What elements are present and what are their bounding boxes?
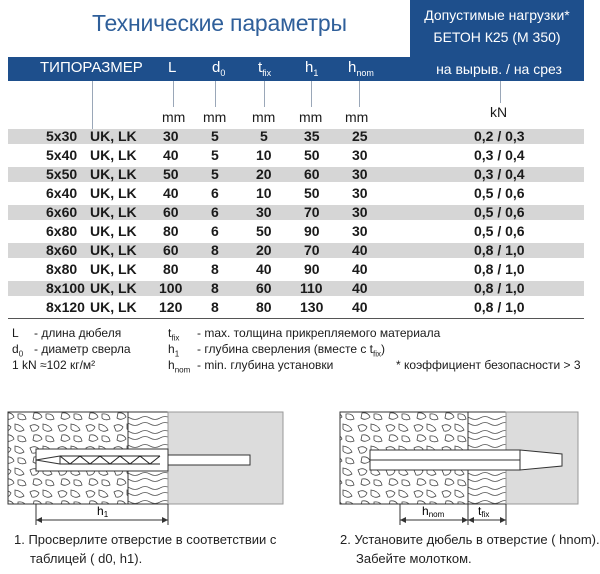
cell-size: 6x80: [46, 223, 78, 239]
cell-type: UK, LK: [90, 128, 137, 144]
cell-tfix: 5: [260, 128, 268, 144]
legend-conversion: 1 kN ≈102 кг/м²: [12, 358, 96, 372]
header-hnom: $h_{nom}$: [348, 59, 374, 78]
cell-type: UK, LK: [90, 147, 137, 163]
cell-load: 0,8 / 1,0: [474, 299, 525, 315]
cell-L: 40: [163, 185, 179, 201]
cell-d0: 5: [211, 166, 219, 182]
cell-load: 0,5 / 0,6: [474, 223, 525, 239]
table-row: [8, 186, 584, 201]
unit-tfix: mm: [252, 109, 276, 125]
header-tfix: $t_{fix}$: [258, 59, 272, 78]
cell-hnom: 40: [352, 280, 368, 296]
cell-d0: 6: [211, 204, 219, 220]
cell-type: UK, LK: [90, 280, 137, 296]
cell-load: 0,8 / 1,0: [474, 280, 525, 296]
cell-h1: 90: [304, 261, 320, 277]
table-row: [8, 205, 584, 220]
guide-line: [311, 81, 312, 107]
cell-h1: 50: [304, 185, 320, 201]
cell-size: 5x30: [46, 128, 78, 144]
table-row: [8, 243, 584, 258]
table-row: [8, 129, 584, 144]
cell-h1: 35: [304, 128, 320, 144]
guide-line: [264, 81, 265, 107]
cell-d0: 5: [211, 147, 219, 163]
cell-hnom: 30: [352, 147, 368, 163]
legend-L-symbol: L: [12, 326, 19, 340]
cell-d0: 8: [211, 299, 219, 315]
legend-d0-symbol: $d_0$: [12, 342, 24, 359]
legend-h1-symbol: $h_1$: [168, 342, 180, 359]
legend-hnom-symbol: $h_{nom}$: [168, 358, 191, 375]
cell-L: 60: [163, 242, 179, 258]
cell-d0: 8: [211, 280, 219, 296]
cell-h1: 70: [304, 242, 320, 258]
cell-size: 6x60: [46, 204, 78, 220]
cell-hnom: 30: [352, 223, 368, 239]
guide-line: [173, 81, 174, 107]
cell-d0: 5: [211, 128, 219, 144]
table-row: [8, 167, 584, 182]
cell-hnom: 30: [352, 185, 368, 201]
legend-d0-text: - диаметр сверла: [34, 342, 131, 356]
legend-h1-text: - глубина сверления (вместе с $t_{fix}$): [197, 342, 386, 359]
header-size: ТИПОРАЗМЕР: [40, 59, 143, 76]
legend-hnom-text: - min. глубина установки: [197, 358, 334, 372]
cell-L: 60: [163, 204, 179, 220]
guide-line: [215, 81, 216, 107]
cell-L: 50: [163, 166, 179, 182]
cell-h1: 70: [304, 204, 320, 220]
tfix-label: tfix: [478, 504, 490, 519]
cell-size: 5x50: [46, 166, 78, 182]
unit-L: mm: [162, 109, 186, 125]
cell-tfix: 20: [256, 242, 272, 258]
cell-tfix: 10: [256, 147, 272, 163]
page-title: Технические параметры: [92, 10, 347, 36]
cell-h1: 50: [304, 147, 320, 163]
cell-L: 100: [159, 280, 183, 296]
cell-tfix: 30: [256, 204, 272, 220]
cell-hnom: 30: [352, 204, 368, 220]
cell-hnom: 40: [352, 299, 368, 315]
guide-line: [92, 81, 93, 129]
cell-type: UK, LK: [90, 204, 137, 220]
cell-type: UK, LK: [90, 261, 137, 277]
unit-hnom: mm: [345, 109, 369, 125]
cell-h1: 110: [300, 280, 323, 296]
cell-type: UK, LK: [90, 299, 137, 315]
cell-load: 0,5 / 0,6: [474, 204, 525, 220]
header-L: L: [168, 59, 177, 76]
cell-tfix: 50: [256, 223, 272, 239]
cell-L: 80: [163, 223, 179, 239]
cell-L: 30: [163, 128, 179, 144]
cell-tfix: 20: [256, 166, 272, 182]
load-header-line2: БЕТОН К25 (М 350): [433, 29, 561, 45]
cell-tfix: 40: [256, 261, 272, 277]
cell-tfix: 10: [256, 185, 272, 201]
cell-L: 80: [163, 261, 179, 277]
cell-type: UK, LK: [90, 242, 137, 258]
caption-step2: 2. Установите дюбель в отверстие ( hnom). Забейте молотком.: [340, 532, 600, 566]
cell-L: 120: [159, 299, 183, 315]
table-row: [8, 281, 584, 296]
cell-hnom: 30: [352, 166, 368, 182]
drilling-diagram: [0, 400, 300, 530]
cell-size: 8x60: [46, 242, 78, 258]
cell-load: 0,3 / 0,4: [474, 166, 525, 182]
cell-load: 0,5 / 0,6: [474, 185, 525, 201]
load-header-box: [410, 0, 584, 58]
unit-d0: mm: [203, 109, 227, 125]
header-d0: $d_0$: [212, 59, 226, 78]
cell-d0: 6: [211, 185, 219, 201]
cell-tfix: 60: [256, 280, 272, 296]
header-h1: $h_1$: [305, 59, 319, 78]
cell-load: 0,2 / 0,3: [474, 128, 525, 144]
cell-hnom: 40: [352, 242, 368, 258]
legend-safety-note: * коэффициент безопасности > 3: [396, 358, 581, 372]
table-row: [8, 224, 584, 239]
installation-diagram: [300, 400, 600, 530]
drilling-depth-label: h1: [97, 504, 109, 519]
load-header-line3: на вырыв. / на срез: [436, 61, 562, 77]
legend-L-text: - длина дюбеля: [34, 326, 122, 340]
cell-tfix: 80: [256, 299, 272, 315]
caption-step1: 1. Просверлите отверстие в соответствии с таблицей ( d0, h1).: [14, 532, 277, 566]
cell-size: 6x40: [46, 185, 78, 201]
cell-type: UK, LK: [90, 223, 137, 239]
legend-tfix-text: - max. толщина прикрепляемого материала: [197, 326, 441, 340]
guide-line: [359, 81, 360, 107]
cell-d0: 8: [211, 242, 219, 258]
table-row: [8, 300, 584, 315]
cell-size: 5x40: [46, 147, 78, 163]
cell-type: UK, LK: [90, 185, 137, 201]
cell-load: 0,3 / 0,4: [474, 147, 525, 163]
cell-load: 0,8 / 1,0: [474, 261, 525, 277]
cell-size: 8x100: [46, 280, 85, 296]
unit-h1: mm: [299, 109, 323, 125]
cell-L: 40: [163, 147, 179, 163]
cell-h1: 90: [304, 223, 320, 239]
cell-h1: 60: [304, 166, 320, 182]
guide-line: [500, 81, 501, 103]
cell-size: 8x120: [46, 299, 85, 315]
cell-hnom: 25: [352, 128, 368, 144]
table-row: [8, 148, 584, 163]
unit-load: kN: [490, 104, 508, 120]
cell-size: 8x80: [46, 261, 78, 277]
table-row: [8, 262, 584, 277]
cell-d0: 6: [211, 223, 219, 239]
cell-load: 0,8 / 1,0: [474, 242, 525, 258]
cell-type: UK, LK: [90, 166, 137, 182]
cell-h1: 130: [300, 299, 324, 315]
cell-hnom: 40: [352, 261, 368, 277]
table-bottom-rule: [8, 318, 584, 319]
cell-d0: 8: [211, 261, 219, 277]
load-header-line1: Допустимые нагрузки*: [424, 7, 570, 23]
hnom-label: hnom: [422, 504, 445, 519]
legend-tfix-symbol: $t_{fix}$: [168, 326, 180, 343]
